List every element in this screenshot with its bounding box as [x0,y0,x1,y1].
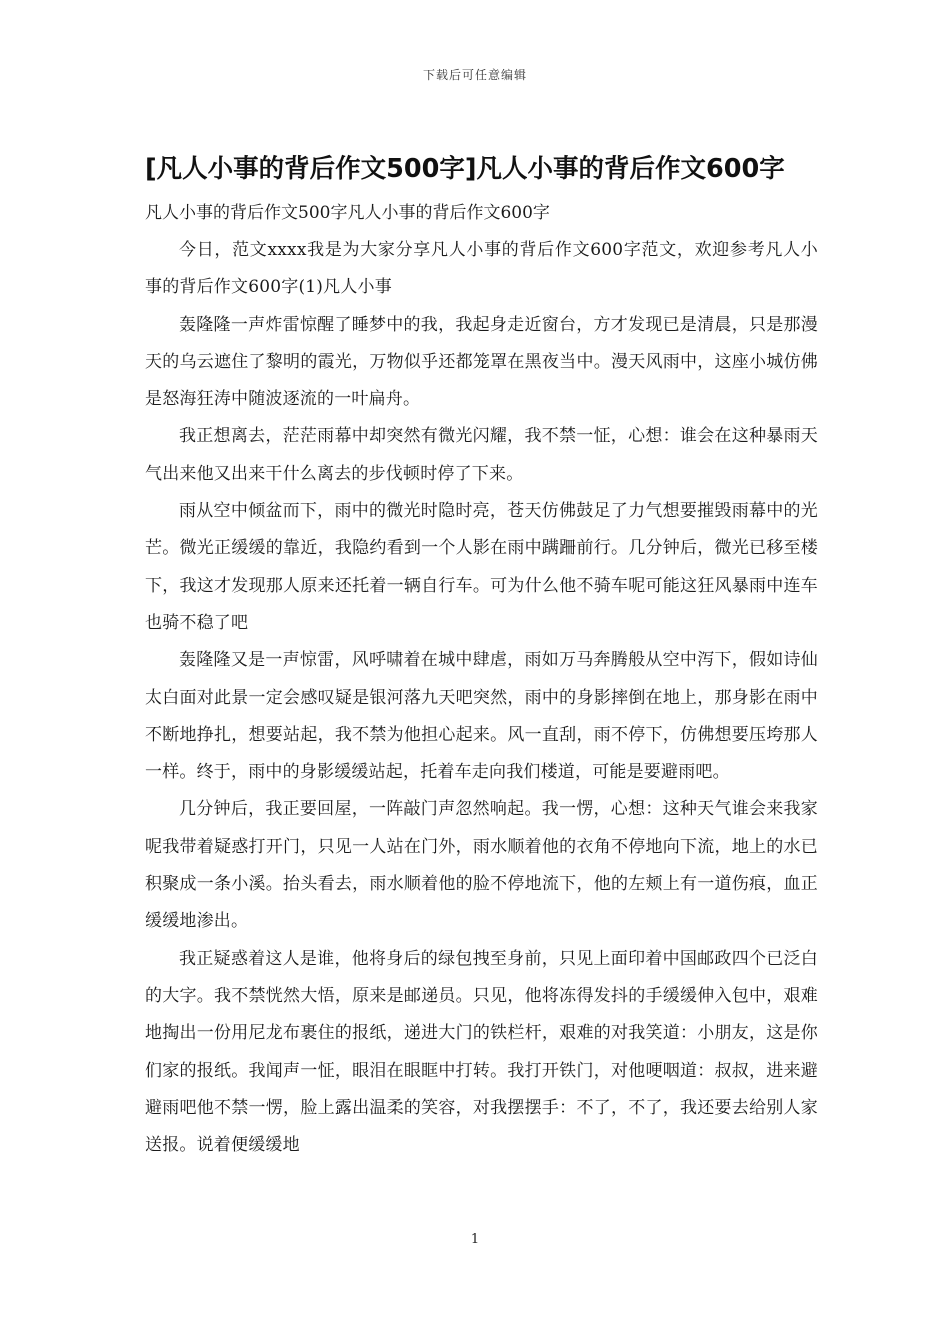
document-subtitle: 凡人小事的背后作文500字凡人小事的背后作文600字 [145,203,550,223]
paragraph-1: 今日，范文xxxx我是为大家分享凡人小事的背后作文600字范文，欢迎参考凡人小事的背后作文600字(1)凡人小事 [145,240,818,298]
document-body [145,232,818,1164]
paragraph-5: 轰隆隆又是一声惊雷，风呼啸着在城中肆虐，雨如万马奔腾般从空中泻下，假如诗仙太白面对此景一定会感叹疑是银河落九天吧突然，雨中的身影摔倒在地上，那身影在雨中不断地挣扎，想要站起，我不禁为他担心起来。风一直刮，雨不停下，仿佛想要压垮那人一样。终于，雨中的身影缓缓站起，托着车走向我们楼道，可能是要避雨吧。 [145,650,818,783]
paragraph-2: 轰隆隆一声炸雷惊醒了睡梦中的我，我起身走近窗台，方才发现已是清晨，只是那漫天的乌云遮住了黎明的霞光，万物似乎还都笼罩在黑夜当中。漫天风雨中，这座小城仿佛是怒海狂涛中随波逐流的一叶扁舟。 [145,314,818,410]
document-title: [凡人小事的背后作文500字]凡人小事的背后作文600字 [145,154,785,184]
paragraph-6: 几分钟后，我正要回屋，一阵敲门声忽然响起。我一愣，心想：这种天气谁会来我家呢我带着疑惑打开门，只见一人站在门外，雨水顺着他的衣角不停地向下流，地上的水已积聚成一条小溪。抬头看去，雨水顺着他的脸不停地流下，他的左颊上有一道伤痕，血正缓缓地渗出。 [145,799,818,932]
paragraph-3: 我正想离去，茫茫雨幕中却突然有微光闪耀，我不禁一怔，心想：谁会在这种暴雨天气出来他又出来干什么离去的步伐顿时停了下来。 [145,426,818,484]
paragraph-4: 雨从空中倾盆而下，雨中的微光时隐时亮，苍天仿佛鼓足了力气想要摧毁雨幕中的光芒。微光正缓缓的靠近，我隐约看到一个人影在雨中蹒跚前行。几分钟后，微光已移至楼下，我这才发现那人原来还托着一辆自行车。可为什么他不骑车呢可能这狂风暴雨中连车也骑不稳了吧 [145,501,818,633]
page-number: 1 [470,1232,480,1247]
header-note: 下载后可任意编辑 [422,68,527,82]
paragraph-7: 我正疑惑着这人是谁，他将身后的绿包拽至身前，只见上面印着中国邮政四个已泛白的大字。我不禁恍然大悟，原来是邮递员。只见，他将冻得发抖的手缓缓伸入包中，艰难地掏出一份用尼龙布裹住的报纸，递进大门的铁栏杆，艰难的对我笑道：小朋友，这是你们家的报纸。我闻声一怔，眼泪在眼眶中打转。我打开铁门，对他哽咽道：叔叔，进来避避雨吧他不禁一愣，脸上露出温柔的笑容，对我摆摆手：不了，不了，我还要去给别人家送报。说着便缓缓地 [145,948,818,1156]
